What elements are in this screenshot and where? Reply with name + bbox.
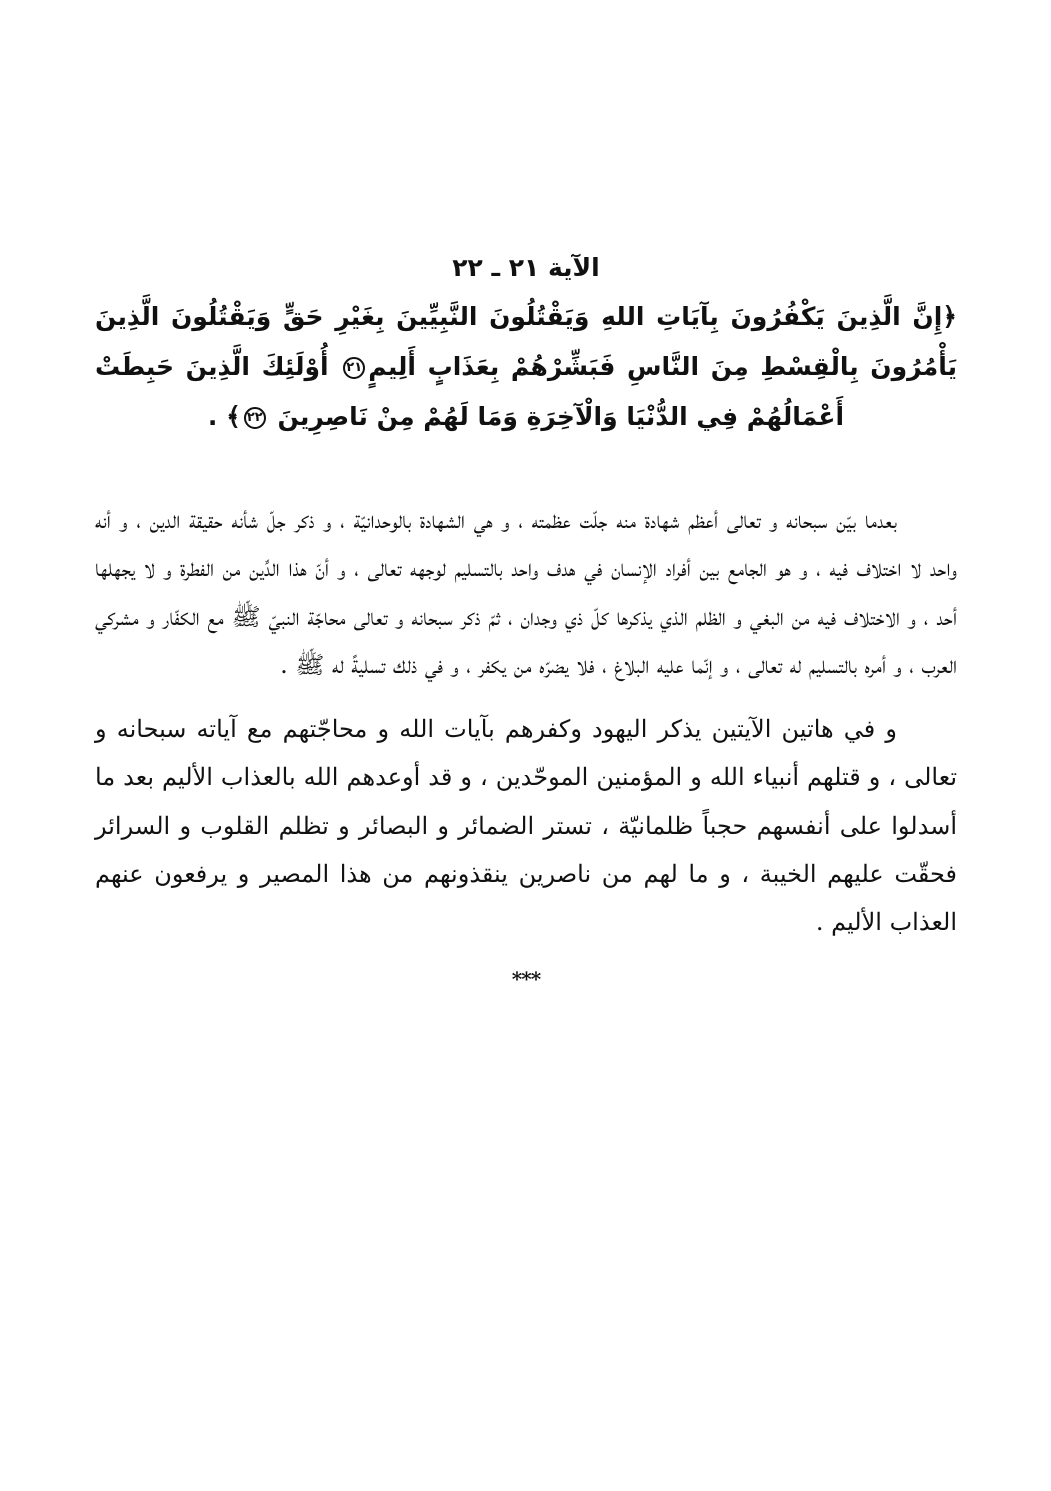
verse-text-part2: أُوْلَئِكَ الَّذِينَ حَبِطَتْ أَعْمَالُهُمْ فِي الدُّنْيَا وَالْآخِرَةِ وَمَا لَهُمْ مِنْ نَاصِرِينَ (95, 352, 845, 431)
verse-open-bracket: ﴿ (942, 302, 957, 331)
verse-heading: الآية ٢١ ـ ٢٢ (452, 253, 600, 282)
quran-verse (95, 292, 957, 442)
verse-close-bracket: ﴾ (226, 402, 241, 431)
page-content (95, 248, 957, 991)
ayah-number-marker: ٢١ (343, 357, 365, 379)
verse-end-mark: . (207, 402, 218, 431)
section-separator: *** (511, 966, 541, 991)
ayah-number-marker: ٢٢ (244, 407, 266, 429)
verse-text-part1: إِنَّ الَّذِينَ يَكْفُرُونَ بِآيَاتِ اللهِ وَيَقْتُلُونَ النَّبِيِّينَ بِغَيْرِ حَقٍّ وَيَقْتُلُونَ الَّذِينَ يَأْمُرُونَ بِالْقِسْطِ مِنَ النَّاسِ فَبَشِّرْهُمْ بِعَذَابٍ أَلِيمٍ (95, 302, 957, 381)
commentary-paragraph: بعدما بيّن سبحانه و تعالى أعظم شهادة منه جلّت عظمته ، و هي الشهادة بالوحدانيّة ، و ذكر جلّ شأنه حقيقة الدين ، و أنه واحد لا اختلاف فيه ، و هو الجامع بين أفراد الإنسان في هدف واحد بالتسليم لوجهه تعالى ، و أنّ هذا الدِّين من الفطرة و لا يجهلها أحد ، و الاختلاف فيه من البغي و الظلم الذي يذكرها كلّ ذي وجدان ، ثمّ ذكر سبحانه و تعالى محاجّة النبيّ ﷺ مع الكفّار و مشركي العرب ، و أمره بالتسليم له تعالى ، و إنّما عليه البلاغ ، فلا يضرّه من يكفر ، و في ذلك تسليةً له ﷺ . (95, 506, 958, 679)
commentary-paragraph: و في هاتين الآيتين يذكر اليهود وكفرهم بآيات الله و محاجّتهم مع آياته سبحانه و تعالى ، و قتلهم أنبياء الله و المؤمنين الموحّدين ، و قد أوعدهم الله بالعذاب الأليم بعد ما أسدلوا على أنفسهم حجباً ظلمانيّة ، تستر الضمائر و البصائر و تظلم القلوب و السرائر فحقّت عليهم الخيبة ، و ما لهم من ناصرين ينقذونهم من هذا المصير و يرفعون عنهم العذاب الأليم . (95, 715, 957, 937)
